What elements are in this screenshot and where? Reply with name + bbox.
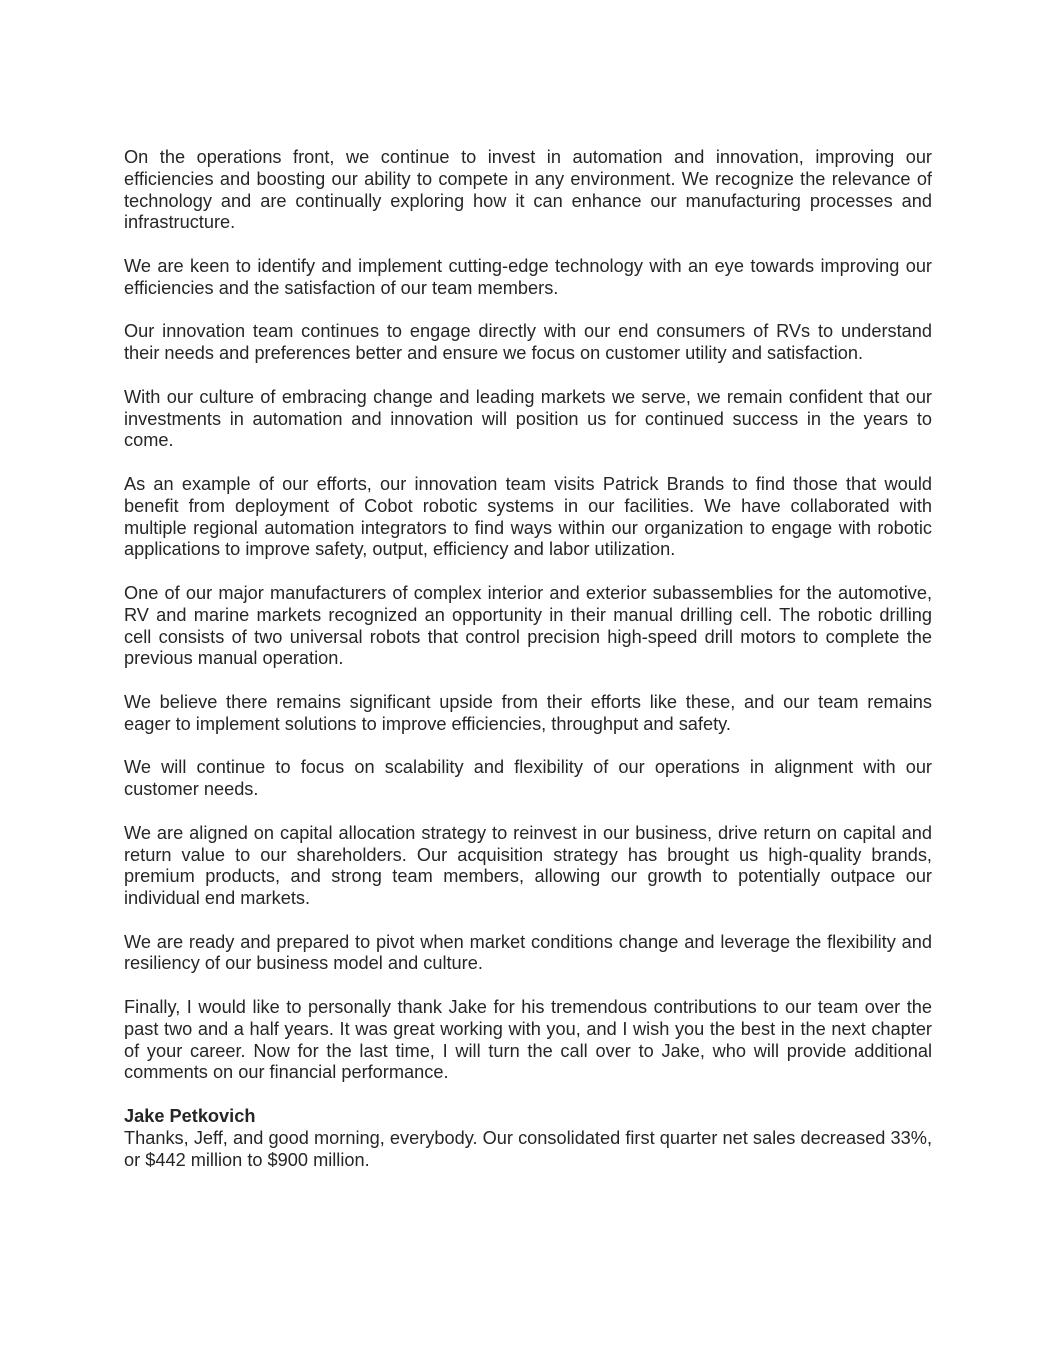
paragraph-culture: With our culture of embracing change and leading markets we serve, we remain confident that our investments in automation and innovation will position us for continued success in the years to come. [124,386,932,451]
paragraph-upside: We believe there remains significant upside from their efforts like these, and our team remains eager to implement solutions to improve efficiencies, throughput and safety. [124,691,932,734]
paragraph-capital-allocation: We are aligned on capital allocation strategy to reinvest in our business, drive return on capital and return value to our shareholders. Our acquisition strategy has brought us high-quality brands, premium products, and strong team members, allowing our growth to potentially outpace our individual end markets. [124,822,932,909]
paragraph-scalability: We will continue to focus on scalability and flexibility of our operations in alignment with our customer needs. [124,757,932,800]
paragraph-thanks-jake: Finally, I would like to personally thank Jake for his tremendous contributions to our team over the past two and a half years. It was great working with you, and I wish you the best in the next chapter of your career. Now for the last time, I will turn the call over to Jake, who will provide additional comments on our financial performance. [124,997,932,1083]
paragraph-example: As an example of our efforts, our innovation team visits Patrick Brands to find those that would benefit from deployment of Cobot robotic systems in our facilities. We have collaborated with multiple regional automation integrators to find ways within our organization to engage with robotic applications to improve safety, output, efficiency and labor utilization. [124,473,932,560]
paragraph-manufacturers: One of our major manufacturers of complex interior and exterior subassemblies for the automotive, RV and marine markets recognized an opportunity in their manual drilling cell. The robotic drilling cell consists of two universal robots that control precision high-speed drill motors to complete the previous manual operation. [124,582,932,669]
paragraph-operations: On the operations front, we continue to invest in automation and innovation, improving our efficiencies and boosting our ability to compete in any environment. We recognize the relevance of technology and are continually exploring how it can enhance our manufacturing processes and infrastructure. [124,147,932,233]
speaker-name: Jake Petkovich [124,1106,256,1127]
paragraph-technology: We are keen to identify and implement cutting-edge technology with an eye towards improving our efficiencies and the satisfaction of our team members. [124,255,932,298]
paragraph-pivot: We are ready and prepared to pivot when market conditions change and leverage the flexibility and resiliency of our business model and culture. [124,931,932,974]
speaker-paragraph: Thanks, Jeff, and good morning, everybody. Our consolidated first quarter net sales decreased 33%, or $442 million to $900 million. [124,1127,932,1170]
paragraph-innovation-team: Our innovation team continues to engage directly with our end consumers of RVs to understand their needs and preferences better and ensure we focus on customer utility and satisfaction. [124,321,932,364]
document-page [124,147,932,1171]
